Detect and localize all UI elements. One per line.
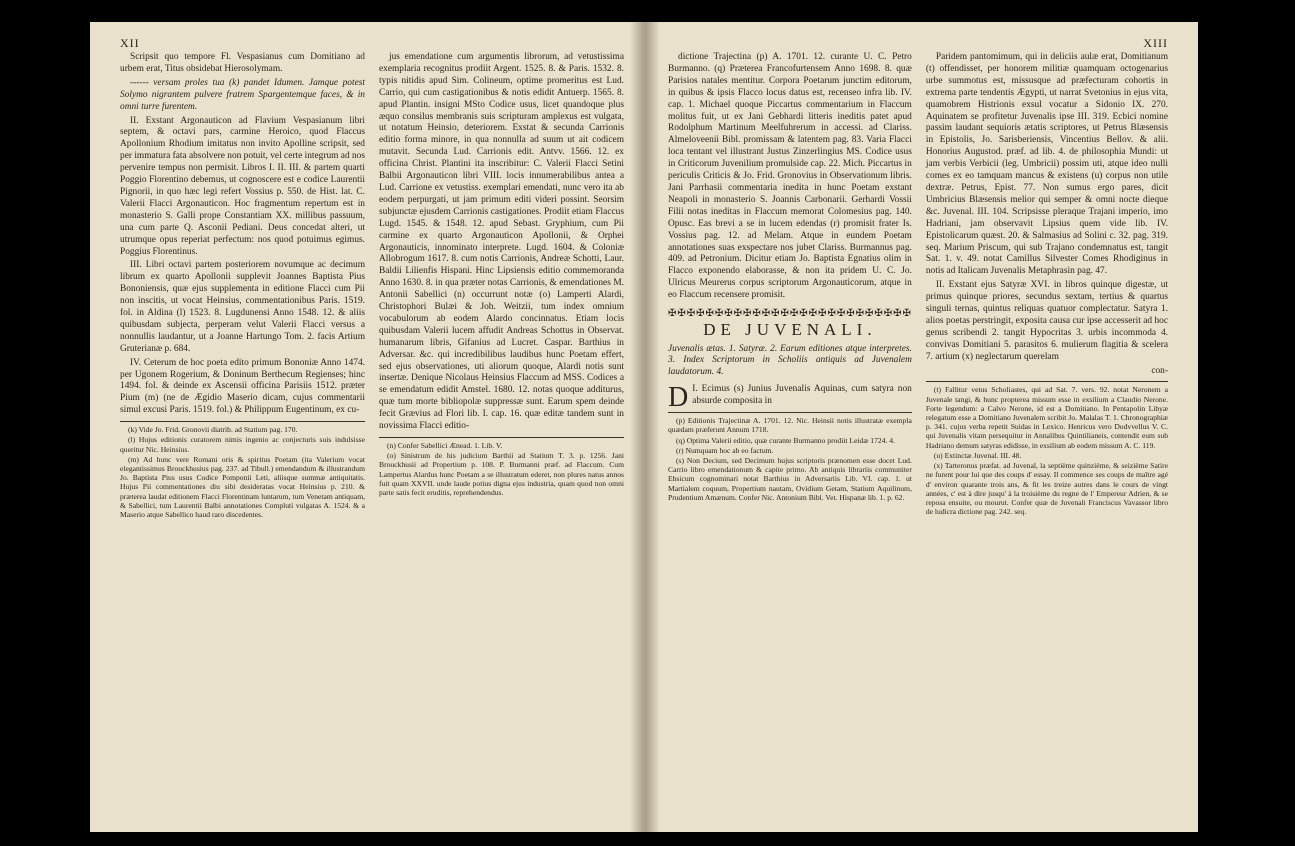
footnote: (p) Editionis Trajectinæ A. 1701. 12. Nic. Heinsii notis illustratæ exempla quædam præferunt Annum 1718. bbox=[668, 416, 912, 435]
paragraph: II. Exstant ejus Satyræ XVI. in libros quinque digestæ, ut primus quinque priores, secundus sextam, tertius & quartus singuli ternas, quintus reliquas quatuor complectatur. Satyra 1. alios poetas perstringit, exposita causa cur ipse accesserit ad hoc genus scribendi 2. tangit Hypocritas 3. urbis incommoda 4. convivas Domitiani 5. parasitos 6. mulierum flagitia & scelera 7. artium (x) neglectarum querelam bbox=[925, 280, 1168, 362]
footnote: (o) Sinistrum de his judicium Barthii ad Statium T. 3. p. 1256. Jani Brouckhusii ad Propertium p. 108. P. Burmanni præf. ad Flaccum. Cum Lampertus Alardus hunc Poetam a se illustratum ederet, non plures natus annos fuit quam XXVII. unde laude potius digna ejus industria, quam quod non omni parte satis fecit eruditis, reprehendendus. bbox=[379, 451, 624, 498]
footnote: (s) Non Decium, sed Decimum hujus scriptoris prænomen esse docet Lud. Carrio libro emendationum & capite primo. Ab antiquis librariis communiter Ebsicum cognominari notat Barthius in Adversariis Lib. VI. cap. 1. ut Martialem coquum, Propertium nautam, Ovidium Getam, Statium Aquilinum, Prudentium Amænum. Confer Nic. Antonium Bibl. Vet. Hispanæ lib. 1. p. 62. bbox=[668, 455, 912, 502]
section-contents: Juvenalis ætas. 1. Satyræ. 2. Earum editiones atque interpretes. 3. Index Scriptorum in Scholiis antiquis ad Juvenalem laudatorum. 4. bbox=[668, 343, 912, 377]
opening-text: I. Ecimus (s) Junius Juvenalis Aquinas, cum satyra non absurde composita in bbox=[692, 384, 912, 407]
footnote: (u) Extinctæ Juvenal. III. 48. bbox=[933, 450, 1022, 460]
section-opening bbox=[668, 382, 912, 414]
book-spread bbox=[90, 22, 1198, 832]
paragraph: Scripsit quo tempore Fl. Vespasianus cum Domitiano ad urbem erat, Titus obsidebat Hierosolymam. bbox=[120, 52, 365, 74]
paragraph: II. Exstant Argonauticon ad Flavium Vespasianum libri septem, & octavi pars, carmine Heroico, quod Flaccus Apollonium Rhodium imitatus non invito Apolline scripsit, sed per immatura fata absolvere non potuit, vel certe integrum ad nos pervenire tempus non permisit. Libros I. II. III. & partem quarti Poggio Florentino debemus, ut cognoscere est e codice Laurentii Pignorii, in quo hæc legi refert Vossius p. 550. de Hist. lat. C. Valerii Flacci Argonauticon. Hoc fragmentum repertum est in monasterio S. Galli prope Constantiam XX. millibus passuum, una cum parte Q. Asconii Pediani. Deus concedat alteri, ut utrumque opus reperiat perfectum: nos quod potuimus egimus. Poggius Florentinus. bbox=[120, 115, 365, 257]
catchword: con- bbox=[1151, 365, 1168, 376]
footnotes bbox=[120, 421, 365, 519]
footnote: (x) Tarteronus præfat. ad Juvenal, la septième quinzième, & seizième Satire ne furent pour lui que des coups d' essay. Il commence ses coups de maître agé d' environ quarante trois ans, & fit les treize autres dans le cours de vingt années, c' est à dire jusqu' à la troisième du regne de l' Empereur Adrien, & se reposa ensuite, ou mourut. Confer quæ de Juvenali Franciscus Vavassor libro de ludicra dictione pag. 242. seq. bbox=[925, 461, 1168, 517]
footnote: (l) Hujus editionis curatorem nimis ingenio ac conjecturis suis indulsisse queritur Nic. Heinsius. bbox=[120, 435, 365, 454]
section-title: DE JUVENALI. bbox=[703, 319, 877, 339]
paragraph: Paridem pantomimum, qui in deliciis aulæ erat, Domitianum (t) offendisset, per honorem militiæ quamquam octogenarius urbe summotus est, missusque ad præfecturam cohortis in extrema parte tendentis Ægypti, ut narrat Svetonius in ejus vita, quamobrem Histrionis exsul vocatur a Sidonio IX. 270. Aquinatem se profitetur Juvenalis ipse III. 319. Ecbici nomine passim laudant sequioris ætatis scriptores, ut Petrus Blæsensis in Epistolis, Jo. Sarisberiensis, Vincentius Bellov. & alii. Honorius Augustod. præf. ad lib. 4. de philosophia Mundi: ut jam verbis Verbicii (leg. Umbricii) possim uti, atque ideo nulli comes ex eo tamquam mancus & existens (u) corpus non utile dextræ. Petrus, Epist. 77. Non sumus ergo pares, dicit Umbricius Blæsensis melior qui semper & omni nocte dieque &c. Juvenal. III. 104. Scripsisse pleraque Trajani imperio, imo Hadriani, jam observavit Lipsius quem vide lib. IV. Epistolicarum quæst. 20. & Salmasius ad Solini c. 32. pag. 319. seq. Marium Priscum, qui sub Trajano condemnatus est, tangit Sat. 1. v. 49. notat Camillus Silvester Comes Rhodiginus in notis ad Italicam Juvenalis Metaphrasin pag. 47. bbox=[925, 52, 1168, 277]
footnote: (t) Fallitur vetus Scholiastes, qui ad Sat. 7. vers. 92. notat Neronem a Juvenale tangi, & hunc propterea missum esse in exsilium a Claudio Nerone. Forte legendum: a Calvo Nerone, id est a Domitiano. In Pentapolin Libyæ relegatum esse a Domitiano Juvenalem scribit Jo. Malalas T. 1. Chronographiæ p. 341. cujus verba repetit Suidas in Lexico. Henricus vero Dodvvellus V. C. qui Juvenalis vitam persequitur in Annalibus Quintilianeis, contendit eum sub Hadriano demum satyras edidisse, in exsilium ab eodem missum A. C. 119. bbox=[925, 385, 1168, 450]
paragraph: jus emendatione cum argumentis librorum, ad vetustissima exemplaria recognitus prodiit Argent. 1525. 8. & Paris. 1532. 8. typis nitidis apud Sim. Colineum, optime promeritus est Lud. Carrio, qui cum castigationibus & notis edidit Antuerp. 1565. 8. apud Plantin. insigni MSto Codice usus, licet quandoque plus æquo consilus membranis suis scripturam amplexus est vulgata, ut notatum Heinsio, deteriorem. Exstat & secunda Carrionis editio forma minore, in qua nonnulla ad suum ut ait codicem mutavit. Secunda Lud. Carrionis edit. Antvv. 1566. 12. ex officina Christ. Plantini ita inscribitur: C. Valerii Flacci Setini Balbii Argonauticon libri VIII. locis innumerabilibus antea a Lud. Carrione ex vetustiss. exemplari emendati, nunc vero ita ab eodem perpurgati, ut jam primum editi videri possint. Seorsim subjunctæ ejusdem Carrionis castigationes. Prodiit etiam Flaccus Lugd. 1545. & 1548. 12. apud Sebast. Gryphium, cum Pii carmine ex quarto Argonauticon Apollonii, & Orphei Argonauticis, innominato interprete. Lugd. 1604. & Coloniæ Allobrogum 1617. 8. cum notis Carrionis, Andreæ Schotti, Laur. Baldii Lilienfis Hispani. Hinc Lipsiensis editio commemoranda Anno 1630. 8. in qua præter notas Carrionis, & emendationes M. Antonii Sabellici (n) occurrunt notæ (o) Lamperti Alardi, Christophori Bulæi & Joh. Weitzii, tum index omnium vocabulorum ab eodem Alardo concinnatus. Etiam locis quibusdam Valerii lucem affudit Andreas Schottus in Observat. humanarum libris, Gifanius ad Lucret. Caspar. Barthius in Adversar. &c. qui incredibilibus laudibus hunc Poetam effert, sed ejus observationes, uti aliorum quoque, Alardi notis sunt insertæ. Denique Nicolaus Heinsius Flaccum ad MSS. Codices a se emendatum edidit Amstel. 1680. 12. notas quoque additurus, quæ tum morte bibliopolæ suppressæ sunt. Earum spem deinde fecit Grævius ad Flori lib. I. cap. 16. quæ editæ tandem sunt in novissima Flacci editio- bbox=[379, 52, 624, 432]
footnotes bbox=[379, 437, 624, 497]
ornament-divider: ✠✠✠✠✠✠✠✠✠✠✠✠✠✠✠✠✠✠✠✠✠✠✠✠✠✠ bbox=[668, 308, 912, 320]
right-column-2 bbox=[926, 52, 1168, 517]
right-columns bbox=[668, 52, 1168, 517]
right-column-1 bbox=[668, 52, 912, 517]
footnote: (m) Ad hunc vere Romani oris & spiritus Poetam (ita Valerium vocat elegantissimus Brouckhusius pag. 237. ad Tibull.) emendandum & illustrandum Jo. Baptista Pius usus Codice Pomponii Leti, aliisque summæ antiquitatis. Hujus Pii commentationes diu sibi desideratas vocat Heinsius p. 210. & præterea laudat editionem Flacci Florentinam luntarum, tum Venetam antiquam, & Sabellici, tum Laurentii Balbi annotationes Compluti vulgatas A. 1524. & a Maserio atque Sabellico haud raro discedentes. bbox=[120, 454, 365, 520]
left-page bbox=[90, 22, 644, 832]
left-columns bbox=[120, 52, 624, 520]
paragraph: dictione Trajectina (p) A. 1701. 12. curante U. C. Petro Burmanno. (q) Præterea Francofurtensem Anno 1698. 8. quæ Parisios natales mentitur. Corpora Poetarum junctim editorum, in quibus & ipsis Flacco locus datus est, recenseo infra lib. IV. cap. 1. Michael quoque Piccartus commentarium in Flaccum molitus fuit, ut ex Jani Gebhardi litteris ineditis patet apud Rodolphum Martinum Meelfuhrerum in accessi. ad Clariss. Almeloveenii Bibl. promissam & latentem pag. 83. Varia Flacci loca tentant vel illustrant Justus Zinzerlingius MS. Codice usus in Criticorum Juvenilium promulside cap. 22. Mich. Piccartus in periculis Criticis & Jo. Frid. Gronovius in Observationum libris. Jani Parrhasii commentaria inedita in hunc Poetam exstant Neapoli in monasterio S. Joannis Carbonarii. Gerhardi Vossii Filii notas ineditas in Flaccum memorat Colomesius pag. 140. Opusc. Eas brevi a se in lucem edendas (r) promisit frater Is. Vossius pag. 12. ad Melam. Atque in eundem Poetam annotationes suas exspectare nos jubet Clariss. Burmannus pag. 409. ad Petronium. Dicitur etiam Jo. Baptista Egnatius olim in Flacco exponendo elaborasse, & non ita pridem U. C. Jo. Ulricus Meurerus corpus scriptorum Argonauticorum, atque in eo Flaccum recensere promisit. bbox=[668, 52, 912, 301]
page-number: XIII bbox=[1143, 36, 1168, 50]
paragraph: III. Libri octavi partem posteriorem novumque ac decimum librum ex quarto Apollonii supplevit Joannes Baptista Pius Bononiensis, quæ ejus supplementa in editione Flacci cum Pii non inscitis, ut vocat Heinsius, commentationibus Paris. 1519. fol. in Aldina (l) 1523. 8. Lugdunensi Anno 1548. 12. & aliis quibusdam subjecta, perperam velut Valerii Flacci versus a nonnullis laudantur, ut a Joanne Hartungo Tom. 2. facis Artium Gruterianæ p. 684. bbox=[120, 260, 365, 354]
footnote: (n) Confer Sabellici Ænead. 1. Lib. V. bbox=[387, 441, 503, 450]
footnote: (q) Optima Valerii editio, quæ curante Burmanno prodiit Leidæ 1724. 4. bbox=[676, 435, 895, 445]
right-page bbox=[644, 22, 1198, 832]
page-number: XII bbox=[120, 36, 140, 50]
footnote: (r) Numquam hoc ab eo factum. bbox=[676, 445, 774, 455]
paragraph: IV. Ceterum de hoc poeta edito primum Bononiæ Anno 1474. per Ugonem Rogerium, & Doninum Berthecum Regienses; hinc 1494. fol. & deinde ex Ascensii officina Parisiis 1512. præter Pium (m) (ne de Ægidio Maserio dicam, cujus commentarii simul excusi Paris. 1519. fol.) & Philippum Eugentinum, ex cu- bbox=[120, 357, 365, 416]
left-column-1 bbox=[120, 52, 365, 520]
footnotes bbox=[668, 412, 912, 502]
footnote: (k) Vide Jo. Frid. Gronovii diatrib. ad Statium pag. 170. bbox=[128, 425, 298, 435]
left-column-2 bbox=[379, 52, 624, 520]
footnotes bbox=[926, 381, 1168, 516]
drop-cap: D bbox=[668, 382, 689, 414]
quotation: ------ versam proles tua (k) pandet Idumen. Jamque potest Solymo nigrantem pulvere fratrem Spargentemque faces, & in omni turre furentem. bbox=[120, 77, 365, 112]
